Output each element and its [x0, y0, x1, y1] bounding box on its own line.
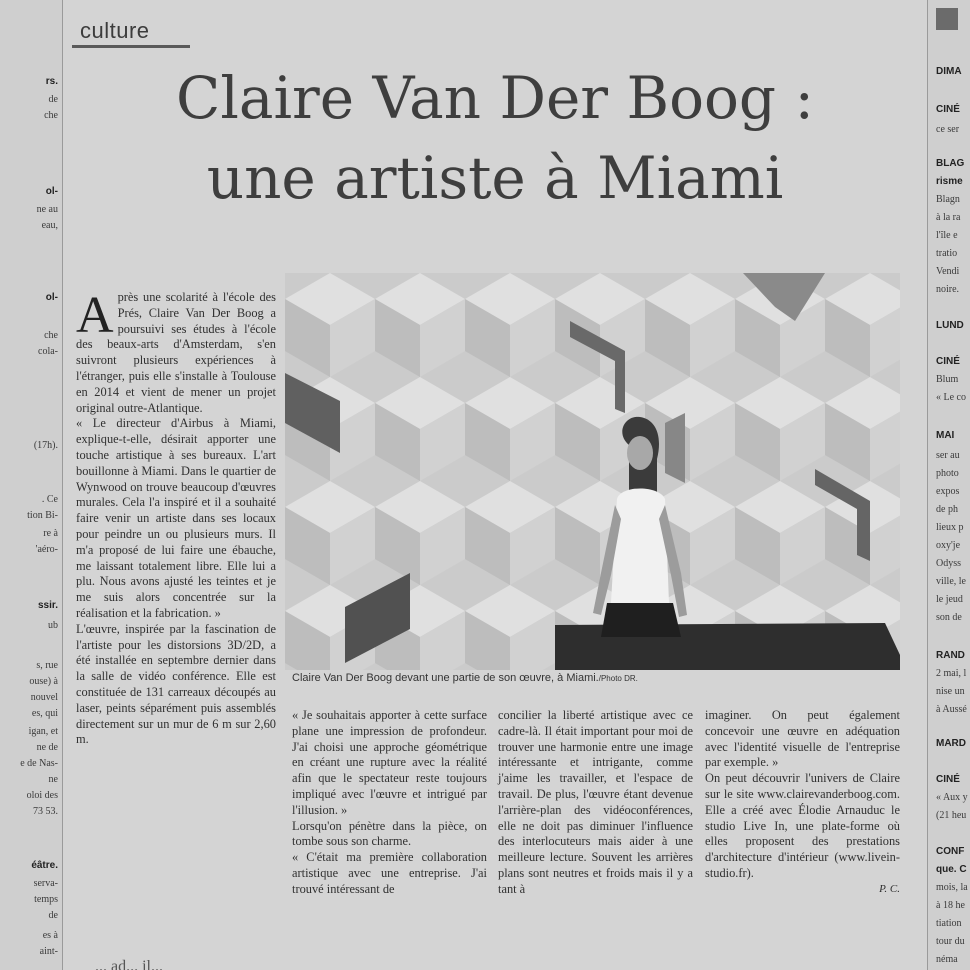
left-column-fragment: oloi des [26, 790, 58, 801]
right-column-fragment: tratio [936, 248, 958, 259]
left-column-fragment: tion Bi- [27, 510, 58, 521]
right-column-fragment: photo [936, 468, 959, 479]
left-column-fragment: 'aéro- [35, 544, 58, 555]
right-column-fragment: néma [936, 954, 958, 965]
right-column-fragment: RAND [936, 650, 965, 661]
next-article-fragment: ... ad... il... [95, 958, 163, 970]
right-column-fragment: tour du [936, 936, 965, 947]
right-column-fragment: tiation [936, 918, 962, 929]
right-column-fragment: que. C [936, 864, 967, 875]
intro-paragraph-3: L'œuvre, inspirée par la fascination de l'artiste pour les distorsions 3D/2D, a été installée en septembre dernier dans la salle de vidéo conférence. Elle est constituée de 131 carreaux découpés au laser, peints séparément puis assemblés directement sur un mur de 6 m sur 2,60 m. [76, 621, 276, 747]
left-column-fragment: ne au [36, 204, 58, 215]
right-column-fragment: oxy'je [936, 540, 961, 551]
left-column-fragment: cola- [38, 346, 58, 357]
left-column-fragment: es, qui [31, 708, 58, 719]
right-column-fragment: le jeud [936, 594, 963, 605]
geometric-mural-photo [285, 273, 900, 670]
headline [70, 58, 920, 218]
left-column-fragment: nouvel [30, 692, 58, 703]
right-column-fragment: CINÉ [936, 356, 960, 367]
left-column-fragment: ne [48, 774, 58, 785]
headline-line-1: Claire Van Der Boog : [175, 64, 815, 132]
section-tab-marker [936, 8, 958, 30]
right-column-fragment: « Aux y [936, 792, 968, 803]
right-column-fragment: ce ser [936, 124, 960, 135]
right-column-fragment: risme [936, 176, 963, 187]
left-column-fragment: s, rue [36, 660, 58, 671]
intro-paragraph-1 [76, 287, 276, 416]
right-column-fragment: à la ra [936, 212, 961, 223]
right-column-fragment: nise un [936, 686, 965, 697]
right-column-fragment: mois, la [936, 882, 968, 893]
right-column-fragment: ville, le [936, 576, 966, 587]
right-column-fragment: à 18 he [936, 900, 965, 911]
col-2-paragraph-1: « Je souhaitais apporter à cette surface plane une impression de profondeur. J'ai choisi une approche géométrique en créant une rupture avec la réalité afin que le spectateur reste toujours impliqué avec l'œuvre et intrigué par l'illusion. » [292, 708, 487, 817]
left-column-fragment: rs. [45, 76, 58, 87]
col-4-paragraph-2: On peut découvrir l'univers de Claire sur le site www.clairevanderboog.com. Elle a créé avec Élodie Arnauduc le studio Live In, une plate-forme où elles proposent des prestations d'architecture d'intérieur (www.livein-studio.fr). [705, 771, 900, 880]
left-adjacent-column [0, 0, 63, 970]
left-column-fragment: . Ce [41, 494, 58, 505]
left-column-fragment: ub [48, 620, 58, 631]
article-photo [285, 273, 900, 670]
left-column-fragment: serva- [33, 878, 58, 889]
right-column-fragment: de ph [936, 504, 958, 515]
left-column-fragment: ouse) à [29, 676, 58, 687]
left-column-fragment: che [44, 110, 58, 121]
col-2-paragraph-3: « C'était ma première collaboration artistique avec une entreprise. J'ai trouvé intéressant de [292, 850, 487, 896]
left-column-fragment: ne de [36, 742, 58, 753]
col-3-paragraph-1: concilier la liberté artistique avec ce cadre-là. Il était important pour moi de trouver une harmonie entre une image intéressante et intrigante, comme j'aime les travailler, et l'espace de travail. De plus, l'œuvre étant devenue l'arrière-plan des vidéoconférences, elle ne doit pas diminuer l'influence des interlocuteurs mais aider à une meilleure lecture. Souvent les arrières plans sont neutres et froids mais il y a tant à [498, 708, 693, 896]
right-column-fragment: l'île e [936, 230, 958, 241]
left-column-fragment: (17h). [33, 440, 58, 451]
right-column-fragment: lieux p [936, 522, 964, 533]
left-column-fragment: e de Nas- [20, 758, 58, 769]
caption-text: Claire Van Der Boog devant une partie de son œuvre, à Miami. [292, 672, 599, 684]
article-column-4 [705, 708, 900, 898]
right-column-fragment: Blagn [936, 194, 960, 205]
right-column-fragment: expos [936, 486, 960, 497]
right-column-fragment: MARD [936, 738, 966, 749]
left-column-fragment: éâtre. [31, 860, 58, 871]
right-column-fragment: LUND [936, 320, 964, 331]
left-column-fragment: re à [43, 528, 58, 539]
left-column-fragment: ol- [45, 292, 58, 303]
right-column-fragment: Odyss [936, 558, 962, 569]
right-column-fragment: à Aussé [936, 704, 967, 715]
left-column-fragment: aint- [39, 946, 58, 957]
article-column-intro [76, 287, 276, 748]
left-column-fragment: che [44, 330, 58, 341]
section-underline [72, 45, 190, 48]
right-column-fragment: MAI [936, 430, 955, 441]
right-column-fragment: 2 mai, l [936, 668, 967, 679]
right-column-fragment: Vendi [936, 266, 960, 277]
right-column-fragment: ser au [936, 450, 960, 461]
right-column-fragment: CINÉ [936, 774, 960, 785]
author-signature: P. C. [879, 882, 900, 895]
left-column-fragment: igan, et [28, 726, 58, 737]
left-column-fragment: es à [42, 930, 58, 941]
photo-caption [292, 672, 892, 684]
intro-paragraph-1-text: près une scolarité à l'école des Prés, Claire Van Der Boog a poursuivi ses études à l'école des beaux-arts d'Amsterdam, s'en suivront plusieurs expériences à l'étranger, puis elle s'installe à Toulouse en 2014 et vient de mener un projet original outre-Atlantique. [76, 290, 276, 415]
right-column-fragment: son de [936, 612, 962, 623]
section-label: culture [80, 18, 150, 43]
right-column-fragment: CONF [936, 846, 965, 857]
col-4-paragraph-1: imaginer. On peut également concevoir une œuvre en adéquation avec l'identité visuelle de l'entreprise par exemple. » [705, 708, 900, 770]
right-column-fragment: CINÉ [936, 104, 960, 115]
intro-paragraph-2: « Le directeur d'Airbus à Miami, explique-t-elle, désirait apporter une touche artistique à ses bureaux. L'art bouillonne à Miami. Dans le quartier de Wynwood on trouve beaucoup d'œuvres murales. Cela l'a inspiré et il a souhaité faire venir un artiste dans ses locaux pour peindre un ou plusieurs murs. Il m'a proposé de lui faire une ébauche, me laissant totalement libre. Elle lui a plu. Nous avons ajusté les teintes et je me suis alors concentrée sur la réalisation et la fabrication. » [76, 416, 276, 620]
col-2-paragraph-2: Lorsqu'on pénètre dans la pièce, on tombe sous son charme. [292, 818, 487, 849]
photo-credit: /Photo DR. [598, 674, 638, 683]
left-column-fragment: ol- [45, 186, 58, 197]
drop-cap: A [76, 287, 114, 344]
right-column-fragment: (21 heu [936, 810, 967, 821]
left-column-fragment: de [48, 94, 58, 105]
left-column-fragment: de [48, 910, 58, 921]
right-column-fragment: « Le co [936, 392, 966, 403]
right-column-fragment: DIMA [936, 66, 962, 77]
right-column-fragment: BLAG [936, 158, 965, 169]
right-column-fragment: Blum [936, 374, 959, 385]
right-adjacent-column [927, 0, 970, 970]
left-column-fragment: ssir. [37, 600, 58, 611]
left-column-fragment: eau, [41, 220, 58, 231]
headline-line-2: une artiste à Miami [206, 144, 784, 212]
right-column-fragment: noire. [936, 284, 960, 295]
left-column-fragment: 73 53. [33, 806, 58, 817]
left-column-fragment: temps [34, 894, 58, 905]
article-column-2 [292, 708, 487, 898]
article-column-3 [498, 708, 693, 898]
